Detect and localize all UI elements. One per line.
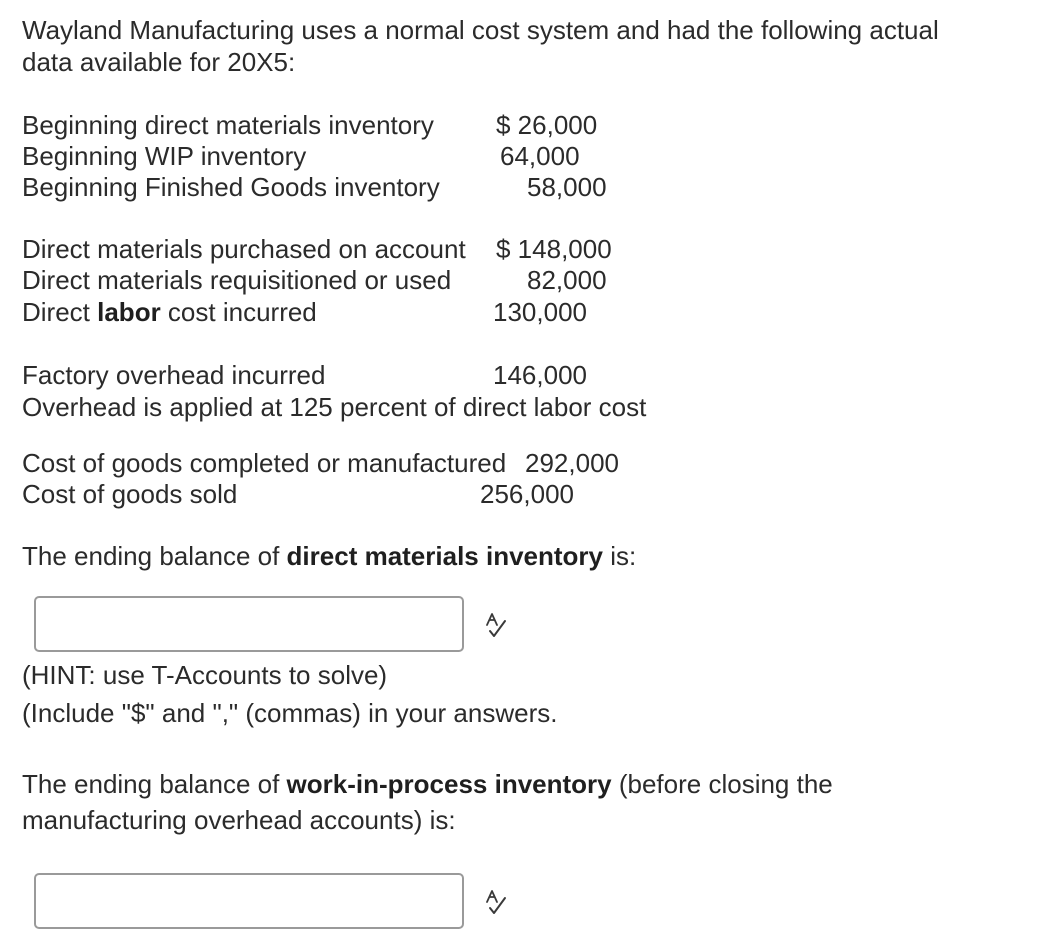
label-part: Direct — [22, 297, 98, 327]
intro-text — [22, 14, 939, 78]
row-label — [22, 296, 317, 328]
label-bold: labor — [97, 297, 161, 327]
prompt-part: is: — [603, 541, 637, 571]
hints — [22, 656, 557, 732]
question-1-prompt — [22, 540, 636, 572]
row-value: 146,000 — [493, 360, 587, 390]
hint-line-2: (Include "$" and "," (commas) in your answers. — [22, 698, 558, 728]
prompt-line-1 — [22, 766, 833, 802]
row-value: 256,000 — [480, 479, 574, 509]
row-label: Factory overhead incurred — [22, 360, 326, 390]
question-2-prompt — [22, 766, 833, 838]
prompt-part: The ending balance of — [22, 769, 287, 799]
row-value: 292,000 — [525, 448, 619, 478]
row-label: Direct materials purchased on account — [22, 234, 466, 264]
answer-input-work-in-process[interactable] — [34, 873, 464, 929]
row-label: Beginning WIP inventory — [22, 141, 307, 171]
prompt-bold: work-in-process inventory — [286, 769, 612, 799]
row-value: 58,000 — [527, 172, 607, 202]
row-value: $ 26,000 — [496, 110, 598, 140]
prompt-part: (before closing the — [611, 769, 833, 799]
row-label: Cost of goods completed or manufactured — [22, 448, 507, 478]
prompt-bold: direct materials inventory — [286, 541, 604, 571]
hint-line-1: (HINT: use T-Accounts to solve) — [22, 660, 388, 690]
intro-line-1: Wayland Manufacturing uses a normal cost system and had the following actual — [22, 15, 939, 45]
label-part: cost incurred — [160, 297, 317, 327]
row-value: $ 148,000 — [496, 234, 612, 264]
intro-line-2: data available for 20X5: — [22, 47, 296, 77]
note-text: Overhead is applied at 125 percent of direct labor cost — [22, 392, 647, 422]
answer-input-direct-materials[interactable] — [34, 596, 464, 652]
row-value: 82,000 — [527, 265, 607, 295]
row-label: Cost of goods sold — [22, 479, 238, 509]
spellcheck-icon[interactable] — [482, 888, 512, 918]
prompt-line-2: manufacturing overhead accounts) is: — [22, 805, 456, 835]
row-value: 130,000 — [493, 297, 587, 327]
row-label: Direct materials requisitioned or used — [22, 265, 452, 295]
row-value: 64,000 — [500, 141, 580, 171]
prompt-part: The ending balance of — [22, 541, 287, 571]
row-label: Beginning Finished Goods inventory — [22, 172, 440, 202]
spellcheck-icon[interactable] — [482, 611, 512, 641]
row-label: Beginning direct materials inventory — [22, 110, 434, 140]
